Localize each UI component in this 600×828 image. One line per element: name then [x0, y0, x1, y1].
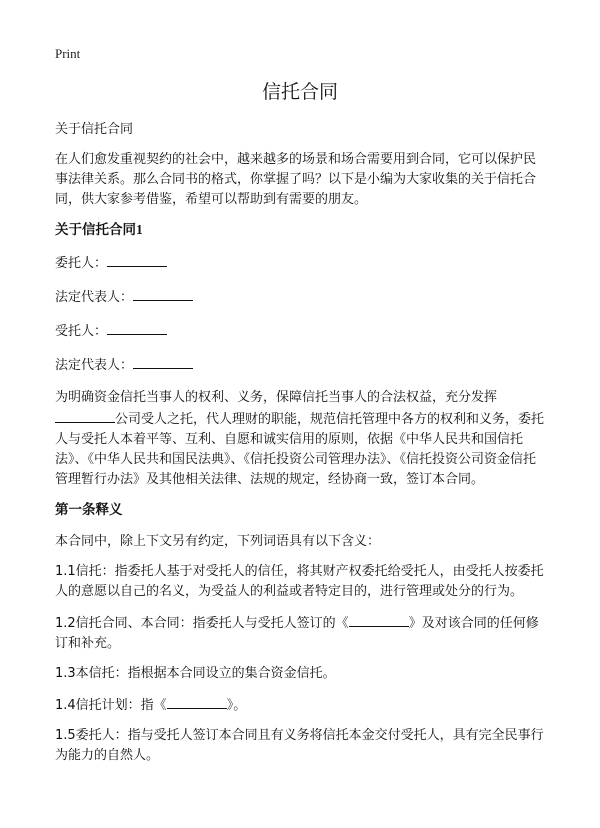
party-line-trustee-rep: [55, 354, 548, 376]
party-line-trustee: [55, 320, 548, 342]
document-subtitle: 关于信托合同: [55, 122, 134, 137]
document-body: [55, 120, 548, 776]
definition-1-4: 1.4信托计划：指《 》。: [55, 694, 548, 716]
blank-line: [133, 286, 193, 301]
definition-1-3: 1.3本信托：指根据本合同设立的集合资金信托。: [55, 666, 336, 681]
print-link[interactable]: Print: [55, 46, 81, 61]
definition-1-5: 1.5委托人：指与受托人签订本合同且有义务将信托本金交付受托人，具有完全民事行为能力的自然人。: [55, 728, 544, 763]
party-label: 受托人：: [55, 324, 108, 339]
intro-paragraph: 在人们愈发重视契约的社会中，越来越多的场景和场合需要用到合同，它可以保护民事法律关系。那么合同书的格式，你掌握了吗？以下是小编为大家收集的关于信托合同，供大家参考借鉴，希望可以帮助到有需要的朋友。: [55, 152, 537, 207]
blank-line: [107, 320, 167, 335]
party-line-principal-rep: [55, 286, 548, 308]
document-title: 信托合同: [261, 81, 338, 103]
blank-line: [133, 354, 193, 369]
definitions-intro: 本合同中，除上下文另有约定，下列词语具有以下含义：: [55, 534, 381, 549]
blank-line: [349, 612, 409, 627]
party-label: 委托人：: [55, 256, 108, 271]
purpose-paragraph: 为明确资金信托当事人的权利、义务，保障信托当事人的合法权益，充分发挥公司受人之托，代人理财的职能，规范信托管理中各方的权利和义务，委托人与受托人本着平等、互利、自愿和诚实信用的原则，依据《中华人民共和国信托法》、《中华人民共和国民法典》、《信托投资公司管理办法》、《信托投资公司资金信托管理暂行办法》及其他相关法律、法规的规定，经协商一致，签订本合同。: [55, 390, 545, 487]
article-heading: 第一条释义: [55, 502, 123, 517]
blank-line: [55, 408, 115, 423]
section-heading: 关于信托合同1: [55, 222, 143, 237]
blank-line: [107, 252, 167, 267]
blank-line: [167, 694, 227, 709]
party-line-principal: [55, 252, 548, 274]
party-label: 法定代表人：: [55, 290, 134, 305]
definition-1-2: 1.2信托合同、本合同：指委托人与受托人签订的《 》及对该合同的任何修订和补充。: [55, 612, 548, 654]
party-label: 法定代表人：: [55, 358, 134, 373]
definition-1-1: 1.1信托：指委托人基于对受托人的信任，将其财产权委托给受托人，由受托人按委托人的意愿以自己的名义，为受益人的利益或者特定目的，进行管理或处分的行为。: [55, 564, 544, 599]
